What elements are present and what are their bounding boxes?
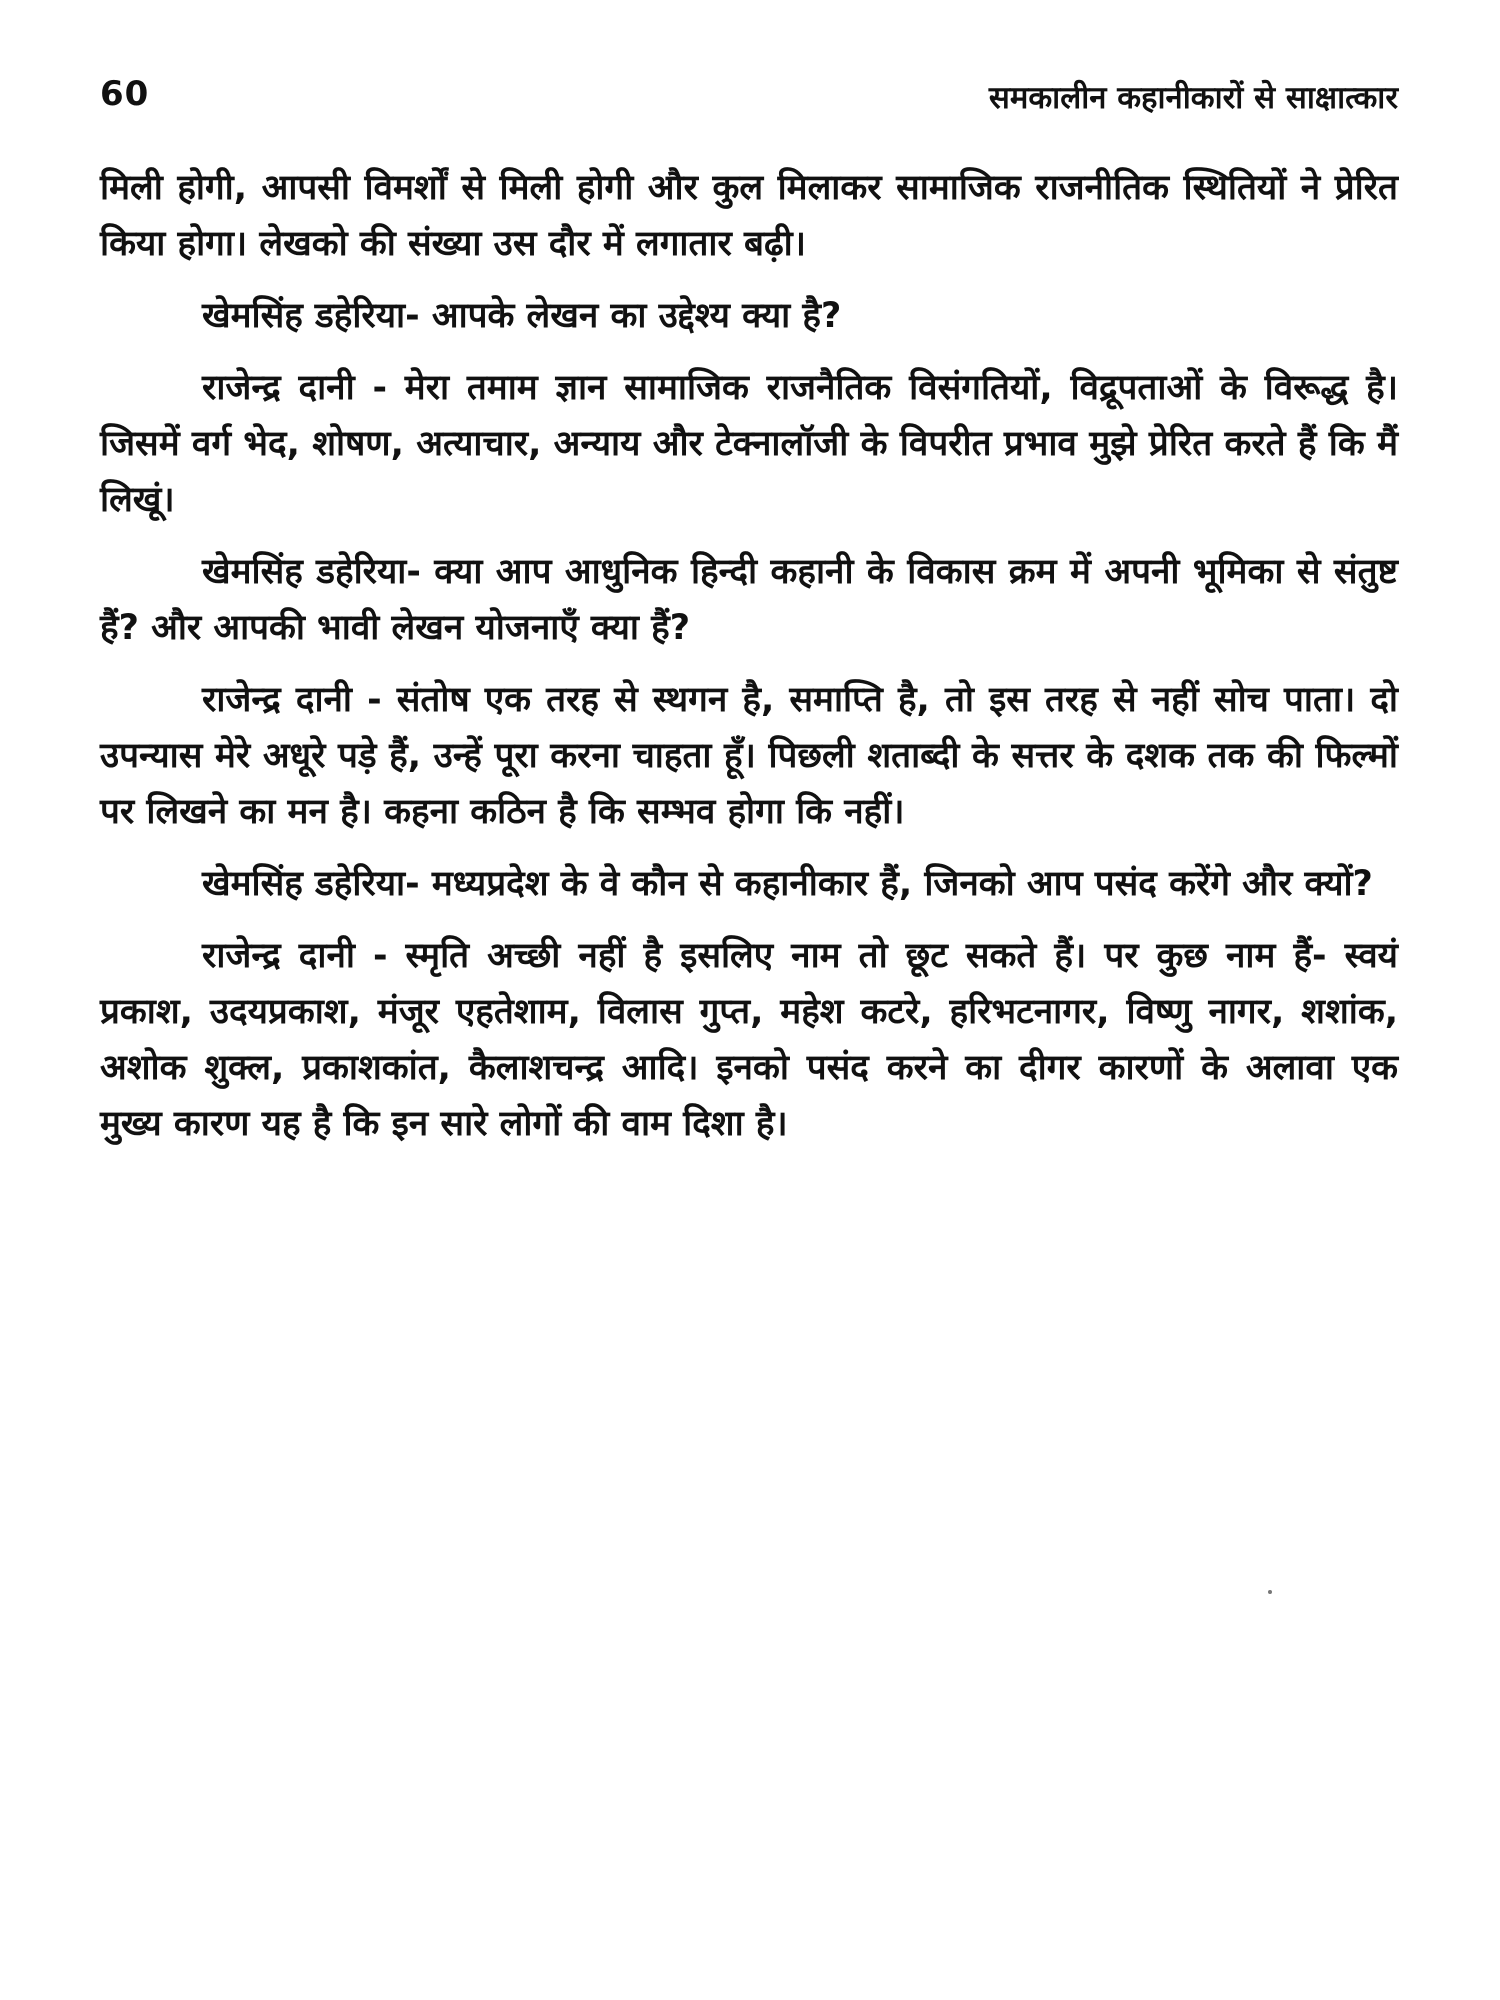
paragraph-continuation <box>100 160 1398 272</box>
page-header <box>100 68 1398 128</box>
speaker-label: राजेन्द्र दानी - <box>202 368 387 408</box>
running-head: समकालीन कहानीकारों से साक्षात्कार <box>988 80 1398 116</box>
paragraph-question <box>100 856 1398 912</box>
speaker-label: खेमसिंह डहेरिया- <box>202 864 420 904</box>
speaker-label: खेमसिंह डहेरिया- <box>202 296 420 336</box>
paragraph-text: मिली होगी, आपसी विमर्शों से मिली होगी और कुल मिलाकर सामाजिक राजनीतिक स्थितियों ने प्रेरित किया होगा। लेखको की संख्या उस दौर में लगातार बढ़ी। <box>100 168 1398 264</box>
paragraph-text: स्मृति अच्छी नहीं है इसलिए नाम तो छूट सकते हैं। पर कुछ नाम हैं- स्वयं प्रकाश, उदयप्रकाश, मंजूर एहतेशाम, विलास गुप्त, महेश कटरे, हरिभटनागर, विष्णु नागर, शशांक, अशोक शुक्ल, प्रकाशकांत, कैलाशचन्द्र आदि। इनको पसंद करने का दीगर कारणों के अलावा एक मुख्य कारण यह है कि इन सारे लोगों की वाम दिशा है। <box>100 936 1398 1144</box>
speaker-label: खेमसिंह डहेरिया- <box>202 552 421 592</box>
scan-speck <box>1268 1590 1272 1594</box>
paragraph-answer <box>100 360 1398 528</box>
paragraph-question <box>100 288 1398 344</box>
paragraph-question <box>100 544 1398 656</box>
paragraph-text: क्या आप आधुनिक हिन्दी कहानी के विकास क्रम में अपनी भूमिका से संतुष्ट हैं? और आपकी भावी लेखन योजनाएँ क्या हैं? <box>100 552 1398 648</box>
paragraph-answer <box>100 672 1398 840</box>
speaker-label: राजेन्द्र दानी - <box>202 936 388 976</box>
paragraph-text: संतोष एक तरह से स्थगन है, समाप्ति है, तो इस तरह से नहीं सोच पाता। दो उपन्यास मेरे अधूरे पड़े हैं, उन्हें पूरा करना चाहता हूँ। पिछली शताब्दी के सत्तर के दशक तक की फिल्मों पर लिखने का मन है। कहना कठिन है कि सम्भव होगा कि नहीं। <box>100 680 1398 832</box>
speaker-label: राजेन्द्र दानी - <box>202 680 382 720</box>
paragraph-answer <box>100 928 1398 1152</box>
paragraph-text: मध्यप्रदेश के वे कौन से कहानीकार हैं, जिनको आप पसंद करेंगे और क्यों? <box>419 864 1373 904</box>
page-body <box>100 160 1398 1168</box>
paragraph-text: आपके लेखन का उद्देश्य क्या है? <box>419 296 842 336</box>
paragraph-text: मेरा तमाम ज्ञान सामाजिक राजनैतिक विसंगतियों, विद्रूपताओं के विरूद्ध है। जिसमें वर्ग भेद, शोषण, अत्याचार, अन्याय और टेक्नालॉजी के विपरीत प्रभाव मुझे प्रेरित करते हैं कि मैं लिखूं। <box>100 368 1398 520</box>
page-number: 60 <box>100 74 150 114</box>
